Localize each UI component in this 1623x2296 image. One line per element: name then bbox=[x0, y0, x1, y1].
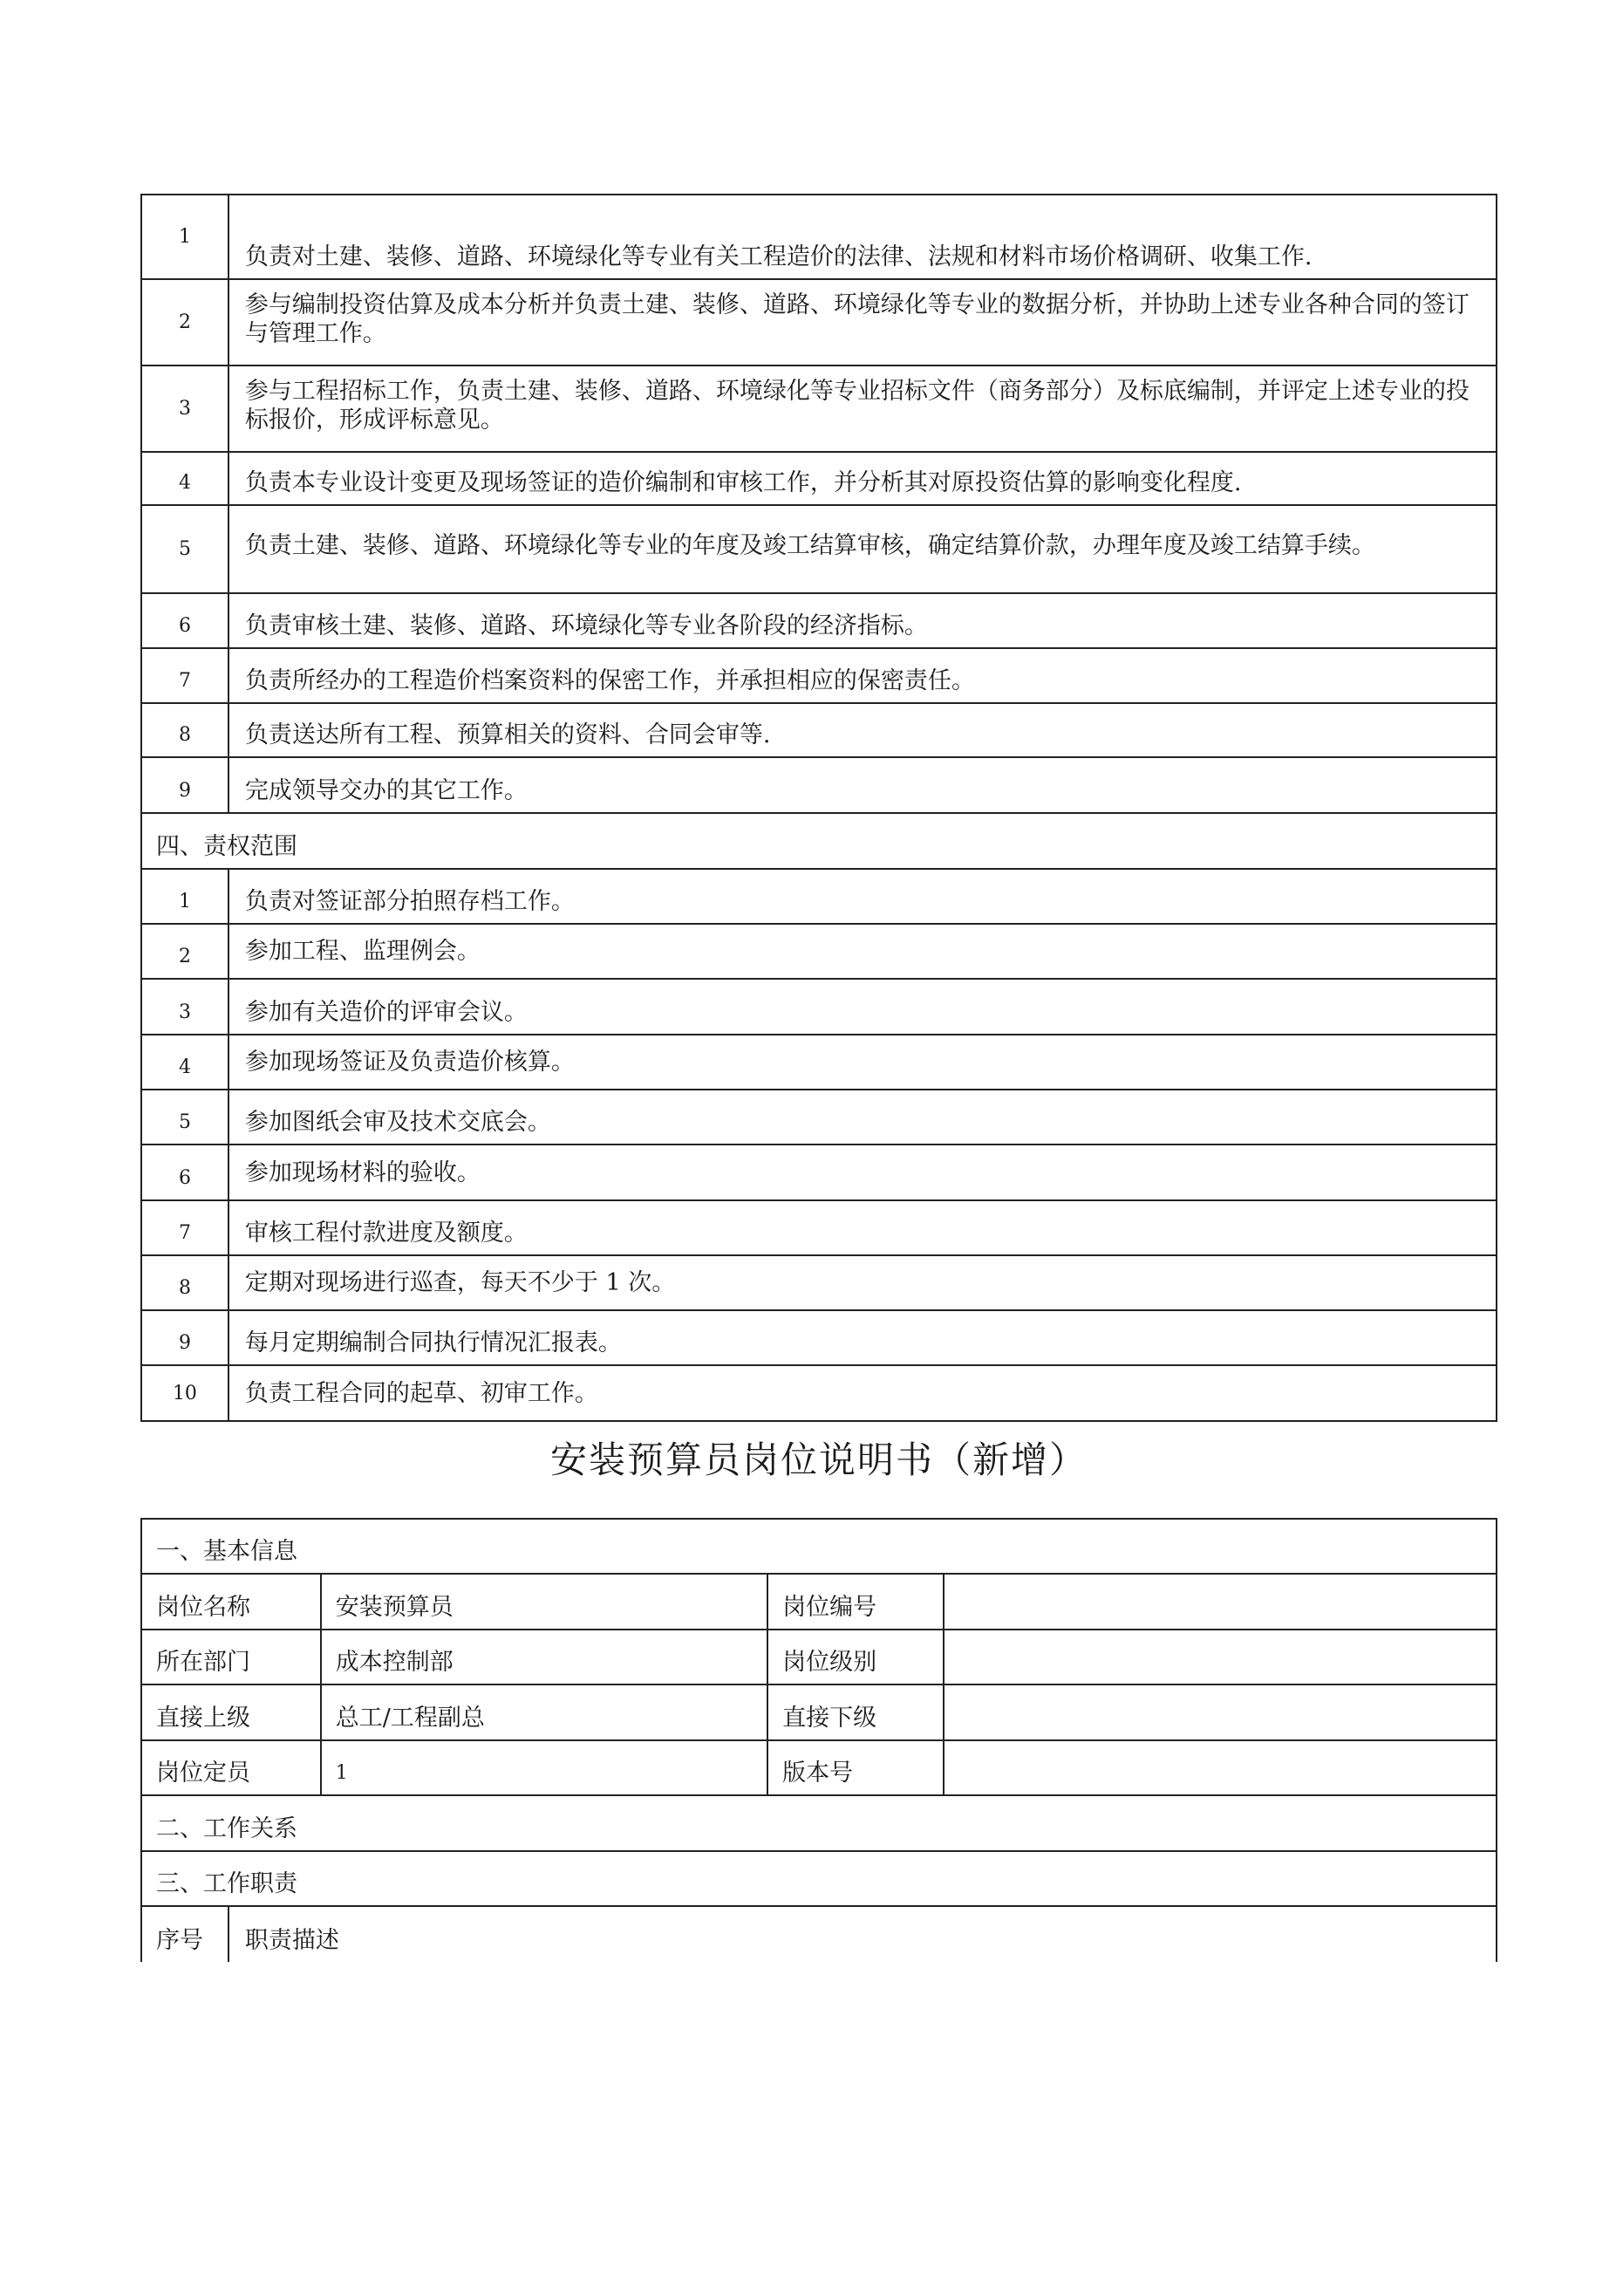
section-row bbox=[141, 1851, 1497, 1906]
post-name-label: 岗位名称 bbox=[141, 1574, 321, 1630]
table-row bbox=[141, 366, 1497, 452]
row-text: 负责本专业设计变更及现场签证的造价编制和审核工作，并分析其对原投资估算的影响变化程度. bbox=[228, 452, 1497, 505]
table-row bbox=[141, 1740, 1497, 1795]
row-text: 每月定期编制合同执行情况汇报表。 bbox=[228, 1310, 1497, 1365]
level-label: 岗位级别 bbox=[767, 1630, 944, 1684]
row-text: 完成领导交办的其它工作。 bbox=[228, 757, 1497, 813]
post-code-value bbox=[944, 1574, 1497, 1630]
table-row bbox=[141, 703, 1497, 757]
version-value bbox=[944, 1740, 1497, 1795]
row-text: 参加图纸会审及技术交底会。 bbox=[228, 1090, 1497, 1145]
section-heading-basic-info: 一、基本信息 bbox=[141, 1519, 1497, 1574]
row-text: 参加工程、监理例会。 bbox=[228, 924, 1497, 979]
row-text: 负责对土建、装修、道路、环境绿化等专业有关工程造价的法律、法规和材料市场价格调研、收集工作. bbox=[228, 195, 1497, 279]
section-heading-work-relations: 二、工作关系 bbox=[141, 1795, 1497, 1851]
duties-table bbox=[140, 194, 1497, 1422]
row-text: 审核工程付款进度及额度。 bbox=[228, 1200, 1497, 1255]
table-row bbox=[141, 593, 1497, 648]
dept-value: 成本控制部 bbox=[321, 1630, 767, 1684]
row-text: 参与工程招标工作，负责土建、装修、道路、环境绿化等专业招标文件（商务部分）及标底编制，并评定上述专业的投标报价，形成评标意见。 bbox=[228, 366, 1497, 452]
table-row bbox=[141, 1145, 1497, 1200]
superior-label: 直接上级 bbox=[141, 1684, 321, 1740]
column-header-no: 序号 bbox=[141, 1906, 228, 1962]
row-number: 7 bbox=[141, 648, 228, 703]
table-header-row bbox=[141, 1906, 1497, 1962]
row-number: 2 bbox=[141, 279, 228, 366]
row-number: 7 bbox=[141, 1200, 228, 1255]
headcount-value: 1 bbox=[321, 1740, 767, 1795]
row-text: 负责工程合同的起草、初审工作。 bbox=[228, 1365, 1497, 1421]
table-row bbox=[141, 279, 1497, 366]
version-label: 版本号 bbox=[767, 1740, 944, 1795]
headcount-label: 岗位定员 bbox=[141, 1740, 321, 1795]
row-number: 9 bbox=[141, 1310, 228, 1365]
table-row bbox=[141, 505, 1497, 593]
table-row bbox=[141, 979, 1497, 1035]
row-number: 6 bbox=[141, 593, 228, 648]
section-row bbox=[141, 1795, 1497, 1851]
table-row bbox=[141, 195, 1497, 279]
table-row bbox=[141, 1574, 1497, 1630]
section-row bbox=[141, 1519, 1497, 1574]
row-number: 8 bbox=[141, 703, 228, 757]
table-row bbox=[141, 1035, 1497, 1090]
row-text: 负责所经办的工程造价档案资料的保密工作，并承担相应的保密责任。 bbox=[228, 648, 1497, 703]
subordinate-value bbox=[944, 1684, 1497, 1740]
row-number: 4 bbox=[141, 1035, 228, 1090]
table-row bbox=[141, 452, 1497, 505]
row-number: 5 bbox=[141, 1090, 228, 1145]
table-row bbox=[141, 1365, 1497, 1421]
row-number: 5 bbox=[141, 505, 228, 593]
subordinate-label: 直接下级 bbox=[767, 1684, 944, 1740]
dept-label: 所在部门 bbox=[141, 1630, 321, 1684]
table-row bbox=[141, 648, 1497, 703]
row-text: 负责土建、装修、道路、环境绿化等专业的年度及竣工结算审核，确定结算价款，办理年度及竣工结算手续。 bbox=[228, 505, 1497, 593]
table-row bbox=[141, 1630, 1497, 1684]
row-text: 定期对现场进行巡查，每天不少于 1 次。 bbox=[228, 1255, 1497, 1310]
row-number: 9 bbox=[141, 757, 228, 813]
table-row bbox=[141, 757, 1497, 813]
post-code-label: 岗位编号 bbox=[767, 1574, 944, 1630]
superior-value: 总工/工程副总 bbox=[321, 1684, 767, 1740]
row-number: 1 bbox=[141, 869, 228, 924]
post-name-value: 安装预算员 bbox=[321, 1574, 767, 1630]
document-title: 安装预算员岗位说明书（新增） bbox=[549, 1438, 1088, 1481]
basic-info-table bbox=[140, 1518, 1497, 1962]
row-text: 参加现场签证及负责造价核算。 bbox=[228, 1035, 1497, 1090]
table-row bbox=[141, 924, 1497, 979]
row-number: 3 bbox=[141, 366, 228, 452]
table-row bbox=[141, 1310, 1497, 1365]
section-heading-authority: 四、责权范围 bbox=[141, 813, 1497, 869]
row-text: 负责送达所有工程、预算相关的资料、合同会审等. bbox=[228, 703, 1497, 757]
row-text: 负责审核土建、装修、道路、环境绿化等专业各阶段的经济指标。 bbox=[228, 593, 1497, 648]
row-number: 2 bbox=[141, 924, 228, 979]
row-number: 6 bbox=[141, 1145, 228, 1200]
table-row bbox=[141, 1090, 1497, 1145]
table-row bbox=[141, 1684, 1497, 1740]
row-number: 4 bbox=[141, 452, 228, 505]
row-text: 负责对签证部分拍照存档工作。 bbox=[228, 869, 1497, 924]
section-heading-work-duties: 三、工作职责 bbox=[141, 1851, 1497, 1906]
row-number: 8 bbox=[141, 1255, 228, 1310]
section-row bbox=[141, 813, 1497, 869]
table-row bbox=[141, 869, 1497, 924]
row-number: 10 bbox=[141, 1365, 228, 1421]
level-value bbox=[944, 1630, 1497, 1684]
row-text: 参与编制投资估算及成本分析并负责土建、装修、道路、环境绿化等专业的数据分析，并协助上述专业各种合同的签订与管理工作。 bbox=[228, 279, 1497, 366]
table-row bbox=[141, 1200, 1497, 1255]
table-row bbox=[141, 1255, 1497, 1310]
column-header-desc: 职责描述 bbox=[228, 1906, 1497, 1962]
row-number: 1 bbox=[141, 195, 228, 279]
row-text: 参加现场材料的验收。 bbox=[228, 1145, 1497, 1200]
row-text: 参加有关造价的评审会议。 bbox=[228, 979, 1497, 1035]
row-number: 3 bbox=[141, 979, 228, 1035]
